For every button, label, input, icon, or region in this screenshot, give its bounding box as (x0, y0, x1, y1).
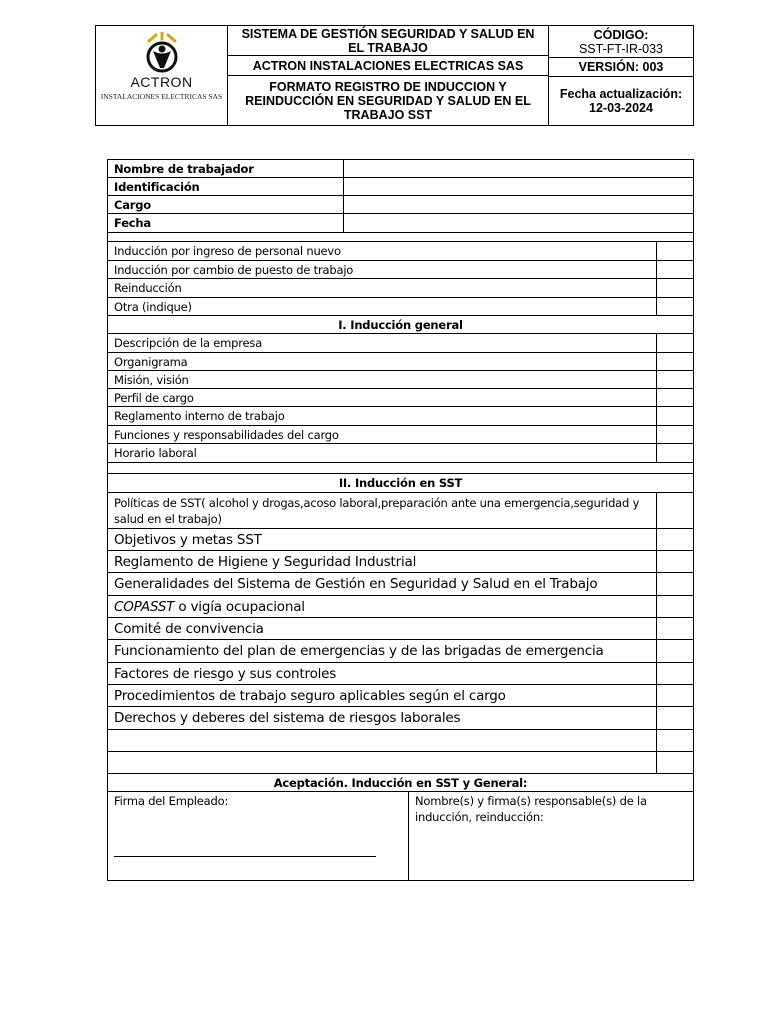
induction-type-row (108, 298, 693, 316)
section-sst-title: II. Inducción en SST (338, 476, 463, 490)
sst-item-row (108, 707, 693, 730)
induction-type-label: Inducción por ingreso de personal nuevo (114, 244, 341, 258)
system-title: SISTEMA DE GESTIÓN SEGURIDAD Y SALUD EN EL TRABAJO (241, 26, 535, 55)
blank-item-row (108, 752, 693, 774)
general-item-row (108, 334, 693, 353)
general-item-row (108, 353, 693, 371)
signature-row (108, 792, 693, 880)
general-item-checkbox[interactable] (656, 353, 693, 370)
logo-subtitle: INSTALACIONES ELECTRICAS SAS (100, 92, 223, 101)
blank-item-checkbox[interactable] (656, 752, 693, 773)
sst-item-row (108, 663, 693, 685)
sst-item-checkbox[interactable] (656, 707, 693, 729)
responsible-signature-label: Nombre(s) y firma(s) responsable(s) de la inducción, reinducción: (415, 794, 647, 824)
acceptance-title-row (108, 774, 693, 792)
sst-item-row (108, 529, 693, 551)
induction-type-label: Reinducción (114, 281, 182, 295)
induction-type-label: Otra (indique) (114, 299, 192, 314)
section-general-title: I. Inducción general (338, 317, 463, 332)
signature-line (114, 856, 376, 857)
sst-item-label: Generalidades del Sistema de Gestión en Seguridad y Salud en el Trabajo (114, 576, 598, 592)
general-item-row (108, 426, 693, 444)
responsible-signature-box[interactable] (409, 792, 693, 880)
sst-item-label: Reglamento de Higiene y Seguridad Industrial (114, 553, 417, 570)
general-item-checkbox[interactable] (656, 389, 693, 406)
sst-item-checkbox[interactable] (656, 596, 693, 617)
sst-item-checkbox[interactable] (656, 640, 693, 662)
sst-item-checkbox[interactable] (656, 529, 693, 550)
induction-type-checkbox[interactable] (656, 242, 693, 260)
sst-policy-checkbox[interactable] (656, 493, 693, 528)
code-block (549, 26, 693, 57)
worker-id-field[interactable] (344, 178, 693, 195)
general-item-label: Descripción de la empresa (114, 336, 263, 350)
sst-policy-label: Políticas de SST( alcohol y drogas,acoso laboral,preparación ante una emergencia,seguridad y salud en el trabajo) (114, 495, 640, 526)
format-title: FORMATO REGISTRO DE INDUCCION Y REINDUCCIÓN EN SEGURIDAD Y SALUD EN EL TRABAJO SST (245, 79, 531, 122)
blank-item-checkbox[interactable] (656, 730, 693, 751)
general-item-label: Reglamento interno de trabajo (114, 409, 285, 423)
induction-type-row (108, 279, 693, 298)
sst-item-checkbox[interactable] (656, 685, 693, 706)
sst-item-row (108, 573, 693, 596)
worker-position-label: Cargo (108, 196, 344, 213)
blank-item-field[interactable] (108, 752, 657, 773)
worker-name-field[interactable] (344, 160, 693, 177)
induction-type-row (108, 242, 693, 261)
induction-type-row (108, 261, 693, 279)
section-sst-title-row (108, 474, 693, 493)
acceptance-title: Aceptación. Inducción en SST y General: (273, 775, 528, 790)
worker-name-label: Nombre de trabajador (108, 160, 344, 177)
sst-item-row (108, 685, 693, 707)
general-item-checkbox[interactable] (656, 444, 693, 462)
spacer-row (108, 463, 693, 474)
code-value: SST-FT-IR-033 (578, 41, 664, 56)
sst-item-row (108, 551, 693, 573)
copasst-label: COPASST (114, 598, 175, 615)
sst-item-label: Factores de riesgo y sus controles (114, 665, 337, 682)
update-date: 12-03-2024 (589, 101, 653, 115)
logo-name: ACTRON (130, 74, 193, 90)
sst-item-label: Procedimientos de trabajo seguro aplicables según el cargo (114, 687, 506, 704)
sst-item-checkbox[interactable] (656, 551, 693, 572)
company-name: ACTRON INSTALACIONES ELECTRICAS SAS (252, 58, 524, 73)
update-label: Fecha actualización: (559, 87, 683, 101)
code-label: CÓDIGO: (593, 27, 649, 42)
sst-item-label: Objetivos y metas SST (114, 531, 262, 548)
general-item-label: Organigrama (114, 354, 188, 369)
general-item-row (108, 444, 693, 463)
sst-item-label: Comité de convivencia (114, 620, 264, 637)
general-item-label: Funciones y responsabilidades del cargo (114, 427, 339, 442)
employee-signature-label: Firma del Empleado: (114, 794, 229, 808)
sst-item-label: Funcionamiento del plan de emergencias y de las brigadas de emergencia (114, 643, 604, 659)
spacer-row (108, 233, 693, 242)
worker-id-label: Identificación (108, 178, 344, 195)
sst-item-row (108, 618, 693, 640)
employee-signature-box[interactable] (108, 792, 409, 880)
blank-item-row (108, 730, 693, 752)
sst-item-copasst (108, 596, 657, 617)
induction-type-checkbox[interactable] (656, 279, 693, 297)
sst-item-row (108, 640, 693, 663)
blank-item-field[interactable] (108, 730, 657, 751)
actron-logo-icon (142, 32, 182, 74)
sst-item-row (108, 596, 693, 618)
company-logo (96, 26, 227, 125)
worker-position-row (108, 196, 693, 214)
induction-type-checkbox[interactable] (656, 261, 693, 278)
date-label: Fecha (108, 214, 344, 232)
general-item-row (108, 371, 693, 389)
date-row (108, 214, 693, 233)
general-item-checkbox[interactable] (656, 426, 693, 443)
sst-item-checkbox[interactable] (656, 618, 693, 639)
general-item-checkbox[interactable] (656, 371, 693, 388)
worker-name-row (108, 160, 693, 178)
general-item-row (108, 407, 693, 426)
worker-position-field[interactable] (344, 196, 693, 213)
worker-id-row (108, 178, 693, 196)
induction-type-label: Inducción por cambio de puesto de trabajo (114, 262, 354, 277)
general-item-label: Perfil de cargo (114, 390, 194, 405)
induction-type-checkbox[interactable] (656, 298, 693, 315)
general-item-checkbox[interactable] (656, 334, 693, 352)
version-label: VERSIÓN: 003 (578, 60, 664, 74)
date-field[interactable] (344, 214, 693, 232)
general-item-label: Horario laboral (114, 446, 197, 460)
sst-item-label: o vigía ocupacional (178, 598, 305, 615)
document-header (95, 25, 694, 126)
general-item-checkbox[interactable] (656, 407, 693, 425)
general-item-label: Misión, visión (114, 372, 189, 387)
induction-form (107, 159, 694, 881)
sst-item-label: Derechos y deberes del sistema de riesgos laborales (114, 710, 461, 726)
section-general-title-row (108, 316, 693, 334)
sst-item-checkbox[interactable] (656, 663, 693, 684)
sst-item-checkbox[interactable] (656, 573, 693, 595)
sst-policy-row (108, 493, 693, 529)
general-item-row (108, 389, 693, 407)
update-block (549, 77, 693, 125)
